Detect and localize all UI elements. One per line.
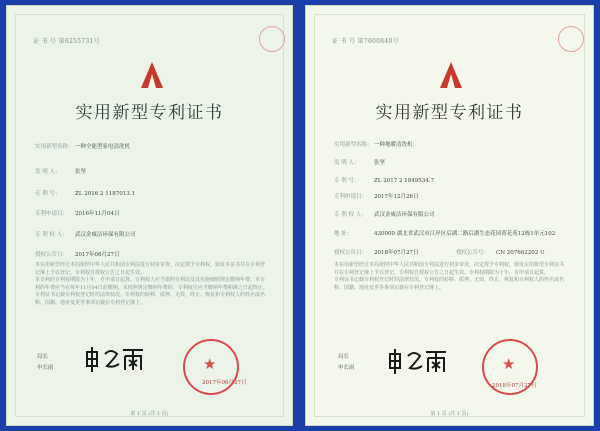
field-value: CN 207662202 U — [496, 250, 545, 256]
director-block — [338, 352, 355, 374]
field-label: 授权公告号： — [456, 250, 490, 256]
field-value: 430000 湖北省武汉市江岸区后湖二路后湖生态花园荷花苑12栋1单元102 — [374, 231, 556, 237]
field-label: 专 利 号： — [334, 178, 360, 184]
corner-seal-icon — [259, 26, 285, 52]
corner-seal-icon — [558, 26, 584, 52]
field-label: 实用新型名称： — [35, 144, 74, 150]
director-title: 局长 — [338, 354, 350, 360]
official-seal — [183, 339, 239, 395]
page-footer: 第 1 页 (共 1 页) — [130, 411, 169, 417]
field-label: 实用新型名称： — [334, 142, 373, 148]
field-value: 武汉金威洁环保有限公司 — [374, 212, 435, 218]
director-block — [37, 352, 54, 374]
body-paragraph: 专利证书记载专利权登记时的法律状况。专利权的转移、质押、无效、终止、恢复和专利权人的姓名或名称、国籍、地址变更等事项记载在专利登记簿上。 — [334, 277, 565, 291]
certificate-title: 实用新型专利证书 — [75, 103, 224, 123]
field-value: ZL 2016 2 1187013.1 — [75, 191, 135, 197]
field-label: 发 明 人： — [334, 160, 360, 166]
field-value: 一种地暖清洗机 — [374, 142, 413, 148]
field-label: 专利申请日： — [35, 211, 69, 217]
director-name: 申长雨 — [338, 365, 355, 371]
field-application-date — [35, 209, 120, 217]
field-value: 2017年06月27日 — [75, 252, 120, 258]
field-label: 授权公告日： — [35, 252, 69, 258]
right-certificate — [305, 5, 594, 426]
field-value: 张坚 — [374, 160, 386, 166]
certificate-body — [334, 262, 568, 292]
certificate-serial: 证 书 号 第7600840号 — [332, 38, 399, 45]
body-paragraph: 本专利的专利权期限为十年，自申请日起算。专利权人应当依照专利法及其实施细则规定缴纳年费。本专利的年费应当在每年11月04日前缴纳。未按照规定缴纳年费的，专利权自应当缴纳年费期满之日起终止。 — [35, 277, 268, 291]
body-paragraph: 专利证书记载专利权登记时的法律状况。专利权的转移、质押、无效、终止、恢复和专利权人的姓名或名称、国籍、地址变更等事项记载在专利登记簿上。 — [35, 292, 266, 306]
body-paragraph: 本实用新型经过本局依照中华人民共和国专利法进行初步审查，决定授予专利权，颁发本证书并在专利登记簿上予以登记。专利权自授权公告之日起生效。 — [35, 262, 266, 276]
director-signature — [83, 344, 147, 374]
director-title: 局长 — [37, 354, 49, 360]
seal-star-icon: ★ — [502, 355, 516, 373]
field-grant-date — [334, 248, 419, 256]
director-name: 申长雨 — [37, 365, 54, 371]
field-value: 张坚 — [75, 169, 87, 175]
field-value: 2016年11月04日 — [75, 211, 120, 217]
seal-star-icon: ★ — [203, 355, 217, 373]
left-certificate — [6, 5, 293, 426]
field-label: 专利申请日： — [334, 194, 368, 200]
field-value: 武汉金威洁环保有限公司 — [75, 232, 136, 238]
field-inventor — [35, 167, 86, 175]
director-signature — [386, 346, 450, 376]
certificate-title: 实用新型专利证书 — [375, 103, 524, 123]
patent-office-logo-icon — [438, 60, 464, 90]
certificate-body — [35, 262, 269, 308]
field-address — [334, 230, 560, 238]
field-application-date — [334, 192, 419, 200]
field-value: 2017年12月26日 — [374, 194, 419, 200]
patent-office-logo-icon — [139, 60, 165, 90]
field-patent-number — [334, 176, 434, 184]
field-patent-number — [35, 189, 135, 197]
field-label: 授权公告日： — [334, 250, 368, 256]
field-inventor — [334, 158, 385, 166]
page-footer: 第 1 页 (共 1 页) — [430, 411, 469, 417]
field-label: 地 址： — [334, 231, 353, 237]
body-paragraph: 本实用新型经过本局依照中华人民共和国专利法进行初步审查，决定授予专利权，颁发实用新型专利证书并在专利登记簿上予以登记。专利权自授权公告之日起生效。专利权期限为十年，自申请日起算。 — [334, 262, 565, 276]
field-label: 专 利 号： — [35, 191, 61, 197]
field-label: 专 利 权 人： — [334, 212, 367, 218]
field-utility-model-name — [35, 142, 130, 150]
field-utility-model-name — [334, 140, 413, 148]
seal-date: 2018年07月27日 — [492, 383, 537, 389]
field-label: 发 明 人： — [35, 169, 61, 175]
field-label: 专 利 权 人： — [35, 232, 68, 238]
field-value: 2018年07月27日 — [374, 250, 419, 256]
field-grant-date — [35, 250, 120, 258]
field-value: ZL 2017 2 1849534.7 — [374, 178, 434, 184]
certificate-serial: 证 书 号 第6255731号 — [33, 38, 100, 45]
field-patentee — [35, 230, 136, 238]
seal-date: 2017年06月27日 — [202, 380, 247, 386]
field-grant-number — [456, 248, 545, 256]
field-patentee — [334, 210, 435, 218]
field-value: 一种全能型家电清洗机 — [75, 144, 131, 150]
